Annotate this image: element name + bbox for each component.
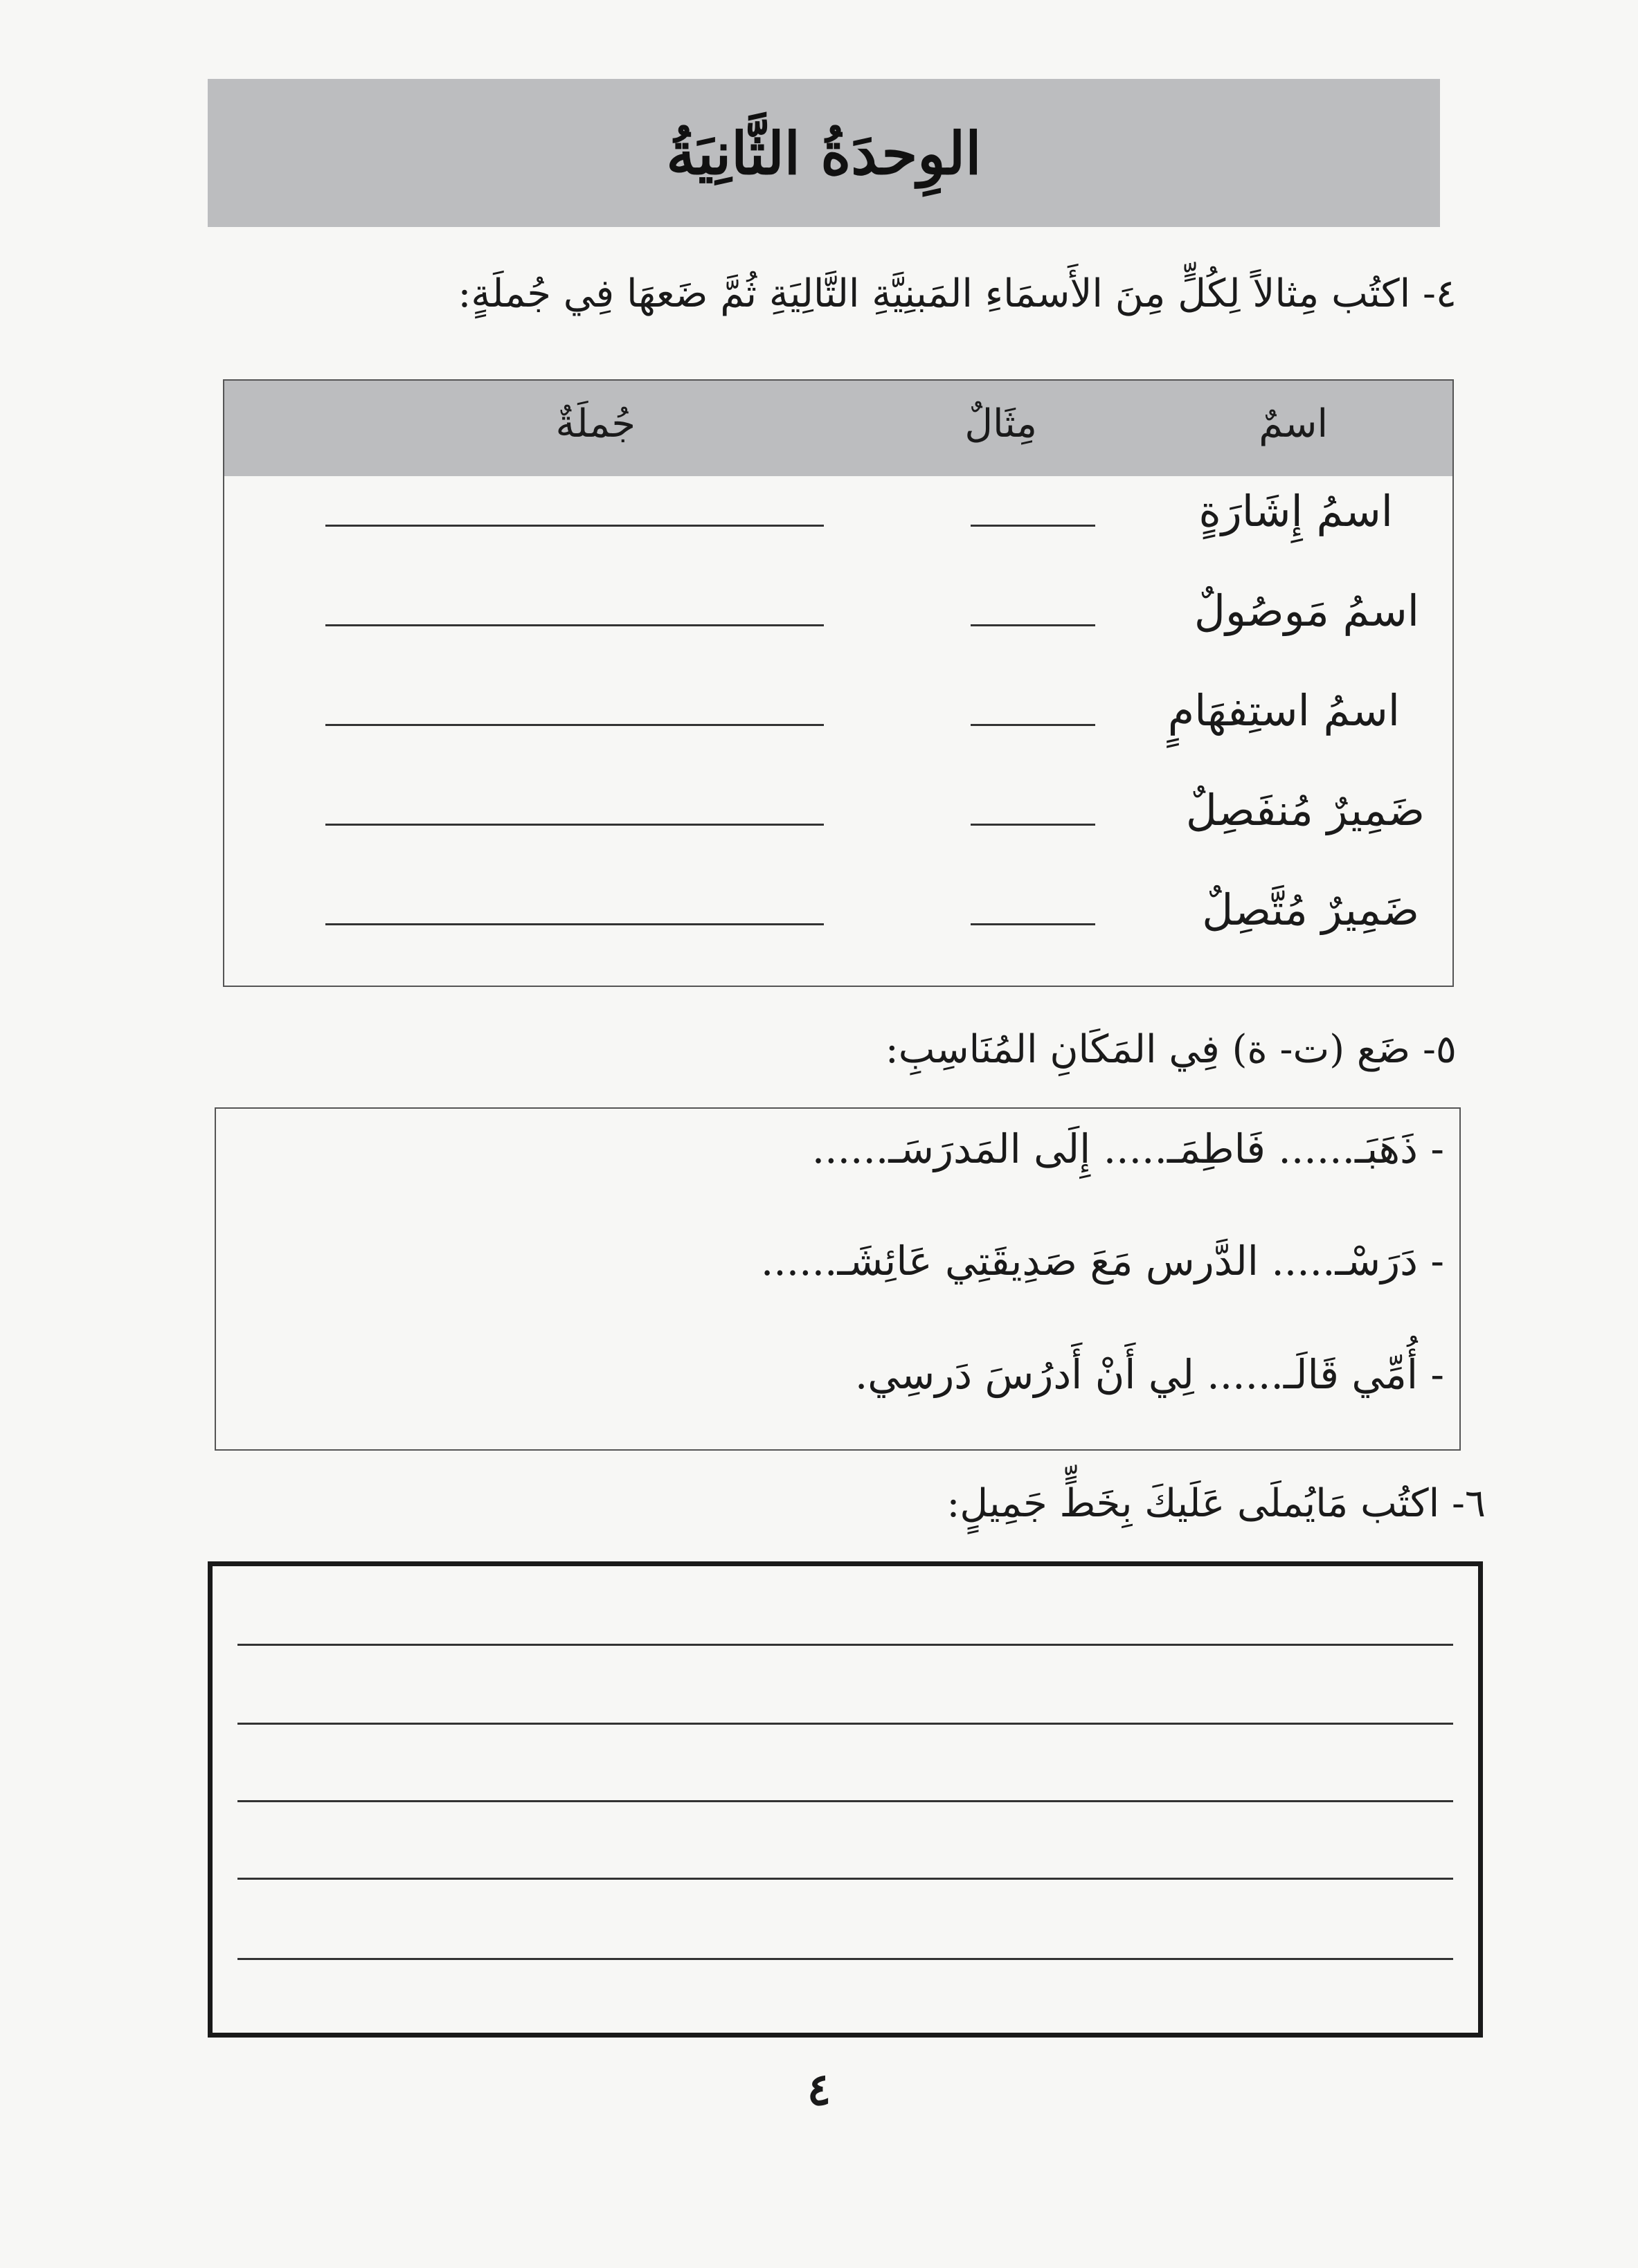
unit-header-band bbox=[208, 79, 1440, 227]
row-label: ضَمِيرٌ مُنفَصِلٌ bbox=[1185, 785, 1425, 835]
example-blank[interactable] bbox=[971, 824, 1095, 826]
example-blank[interactable] bbox=[971, 525, 1095, 527]
example-blank[interactable] bbox=[971, 624, 1095, 626]
row-label: ضَمِيرٌ مُتَّصِلٌ bbox=[1202, 884, 1419, 935]
exercise-5-prompt: ٥- ضَع (ت- ة) فِي المَكَانِ المُنَاسِبِ: bbox=[885, 1027, 1457, 1072]
row-label: اسمُ إِشَارَةٍ bbox=[1198, 486, 1393, 536]
header-name: اسمٌ bbox=[1259, 401, 1328, 446]
example-blank[interactable] bbox=[971, 724, 1095, 726]
writing-line[interactable] bbox=[237, 1958, 1453, 1960]
writing-line[interactable] bbox=[237, 1800, 1453, 1802]
sentence-blank[interactable] bbox=[325, 525, 824, 527]
page-number: ٤ bbox=[807, 2064, 831, 2116]
writing-line[interactable] bbox=[237, 1878, 1453, 1880]
header-example: مِثَالٌ bbox=[964, 401, 1037, 446]
exercise-5-box bbox=[215, 1107, 1461, 1451]
exercise-6-prompt: ٦- اكتُب مَايُملَى عَلَيكَ بِخَطٍّ جَمِيلٍ: bbox=[946, 1481, 1486, 1526]
example-blank[interactable] bbox=[971, 923, 1095, 925]
exercise-4-prompt: ٤- اكتُب مِثالاً لِكُلٍّ مِنَ الأَسمَاءِ المَبنِيَّةِ التَّالِيَةِ ثُمَّ ضَعهَا فِي جُملَةٍ: bbox=[458, 271, 1457, 316]
exercise-5-line: - دَرَسْـ..... الدَّرس مَعَ صَدِيقَتِي عَائِشَـ...... bbox=[760, 1237, 1444, 1285]
exercise-4-table bbox=[223, 379, 1454, 987]
row-label: اسمُ استِفهَامٍ bbox=[1167, 685, 1400, 736]
sentence-blank[interactable] bbox=[325, 923, 824, 925]
writing-line[interactable] bbox=[237, 1644, 1453, 1646]
dictation-box bbox=[208, 1561, 1483, 2038]
unit-title: الوِحدَةُ الثَّانِيَةُ bbox=[666, 118, 982, 188]
writing-line[interactable] bbox=[237, 1723, 1453, 1725]
header-sentence: جُملَةٌ bbox=[555, 401, 636, 446]
table-header-row bbox=[224, 381, 1452, 476]
exercise-5-line: - أُمِّي قَالَـ...... لِي أَنْ أَدرُسَ دَرسِي. bbox=[854, 1351, 1444, 1398]
exercise-5-line: - ذَهَبَـ...... فَاطِمَـ..... إِلَى المَدرَسَـ...... bbox=[811, 1125, 1444, 1172]
row-label: اسمُ مَوصُولٌ bbox=[1194, 586, 1419, 636]
sentence-blank[interactable] bbox=[325, 824, 824, 826]
sentence-blank[interactable] bbox=[325, 624, 824, 626]
sentence-blank[interactable] bbox=[325, 724, 824, 726]
